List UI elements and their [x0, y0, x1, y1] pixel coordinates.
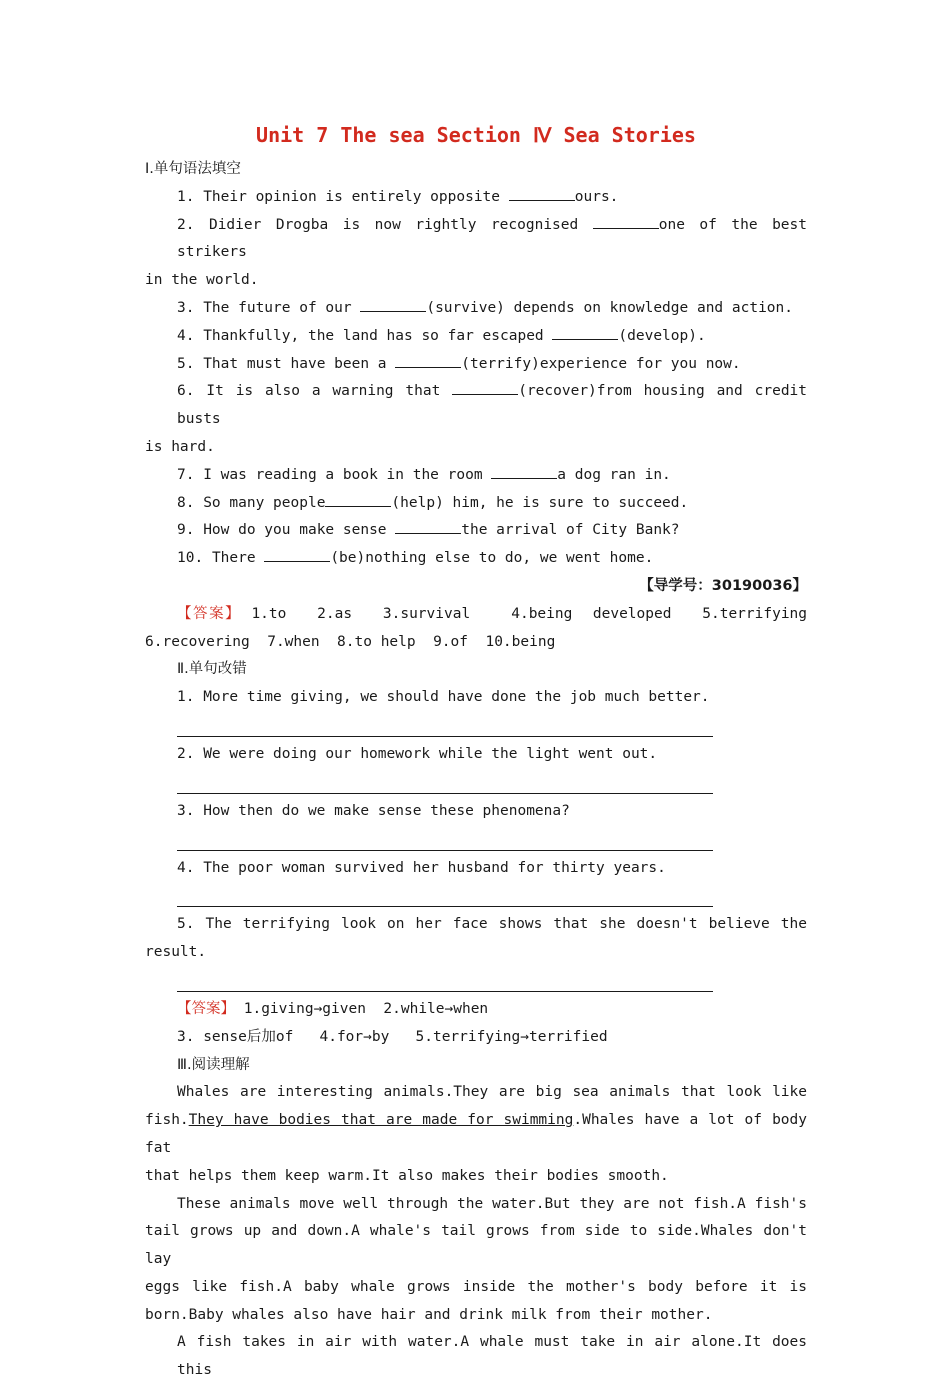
answer-text: 1.to 2.as 3.survival 4.being developed 5.terrifying [251, 605, 808, 622]
reading-line: Whales are interesting animals.They are big sea animals that look like [177, 1084, 807, 1101]
reading-line: A fish takes in air with water.A whale must take in air alone.It does this [177, 1334, 816, 1379]
item-number: 4. [177, 327, 195, 344]
correction-item-5: 5. The terrifying look on her face shows that she doesn't believe the [177, 916, 807, 933]
item-number: 8. [177, 494, 195, 511]
underlined-sentence: They have bodies that are made for swimming [188, 1112, 574, 1129]
fill-in-item [145, 212, 816, 268]
answer-blank[interactable] [264, 547, 330, 562]
item-text: Their opinion is entirely opposite [203, 188, 509, 205]
fill-in-item [145, 295, 807, 323]
reading-line [145, 1107, 816, 1163]
answer-text: 1.giving→given 2.while→when [243, 1000, 489, 1017]
answer-text-cont: 6.recovering 7.when 8.to help 9.of 10.being [145, 633, 556, 650]
item-text: (develop). [618, 327, 706, 344]
item-number: 3. [177, 299, 195, 316]
correction-item-5-cont: result. [145, 944, 207, 961]
answer-blank[interactable] [593, 214, 659, 229]
fill-in-item [145, 184, 807, 212]
answer-block-2 [145, 996, 807, 1024]
document-page [145, 120, 816, 1385]
item-text: the arrival of City Bank? [461, 522, 680, 539]
item-text: How do you make sense [203, 522, 396, 539]
answer-blank[interactable] [491, 464, 557, 479]
reading-line: eggs like fish.A baby whale grows inside the mother's body before it is [145, 1278, 807, 1295]
answer-blank[interactable] [509, 186, 575, 201]
correction-item: 2. We were doing our homework while the light went out. [177, 745, 658, 762]
fill-in-item [145, 545, 807, 573]
answer-blank-line[interactable] [177, 826, 713, 851]
correction-item: 4. The poor woman survived her husband for thirty years. [177, 859, 666, 876]
answer-blank-line[interactable] [177, 967, 713, 992]
answer-blank[interactable] [395, 353, 461, 368]
answer-blank[interactable] [452, 380, 518, 395]
item-text: (survive) depends on knowledge and action. [426, 299, 793, 316]
correction-item: 1. More time giving, we should have done the job much better. [177, 689, 710, 706]
item-number: 7. [177, 466, 195, 483]
fill-in-item-cont: in the world. [145, 272, 259, 289]
section-heading-3: Ⅲ.阅读理解 [177, 1056, 250, 1073]
reading-text: .Whales have a lot of body fat [145, 1112, 816, 1156]
item-text: (terrify)experience for you now. [461, 355, 741, 372]
answer-blank[interactable] [395, 519, 461, 534]
item-text: That must have been a [203, 355, 396, 372]
fill-in-item-cont: is hard. [145, 438, 215, 455]
fill-in-item [145, 378, 816, 434]
section-heading-2: Ⅱ.单句改错 [177, 661, 247, 678]
item-text: I was reading a book in the room [203, 466, 492, 483]
reading-line: tail grows up and down.A whale's tail grows from side to side.Whales don't lay [145, 1223, 816, 1268]
item-number: 1. [177, 188, 195, 205]
fill-in-item [145, 517, 807, 545]
item-text: one of the best strikers [177, 216, 816, 261]
item-text: (help) him, he is sure to succeed. [391, 494, 689, 511]
answer-label: 【答案】 [177, 1000, 235, 1017]
answer-blank[interactable] [325, 492, 391, 507]
item-text: It is also a warning that [206, 383, 453, 400]
item-text: Thankfully, the land has so far escaped [203, 327, 553, 344]
correction-item: 3. How then do we make sense these phenomena? [177, 802, 570, 819]
fill-in-item [145, 351, 807, 379]
item-text: a dog ran in. [557, 466, 671, 483]
answer-blank-line[interactable] [177, 882, 713, 907]
answer-text-cont: 3. sense后加of 4.for→by 5.terrifying→terrified [177, 1028, 608, 1045]
answer-blank[interactable] [360, 297, 426, 312]
answer-blank-line[interactable] [177, 769, 713, 794]
item-text: (recover)from housing and credit busts [177, 383, 816, 428]
fill-in-item [145, 490, 807, 518]
item-text: The future of our [203, 299, 361, 316]
answer-label: 【答案】 [177, 605, 242, 622]
item-text: Didier Drogba is now rightly recognised [208, 216, 593, 233]
item-number: 2. [177, 216, 195, 233]
item-number: 10. [177, 550, 204, 567]
item-text: ours. [574, 188, 619, 205]
section-heading-1: Ⅰ.单句语法填空 [145, 161, 241, 177]
item-text: There [211, 550, 265, 567]
reading-text: fish. [145, 1112, 189, 1129]
reference-number: 【导学号：30190036】 [639, 577, 807, 594]
item-number: 5. [177, 355, 195, 372]
answer-block-1 [145, 601, 807, 629]
item-text: (be)nothing else to do, we went home. [330, 550, 654, 567]
answer-blank[interactable] [552, 325, 618, 340]
answer-blank-line[interactable] [177, 712, 713, 737]
correction-list [145, 684, 807, 907]
reading-line: that helps them keep warm.It also makes their bodies smooth. [145, 1167, 669, 1184]
item-text: So many people [203, 494, 326, 511]
fill-in-list [145, 184, 816, 573]
reading-line: born.Baby whales also have hair and drink milk from their mother. [145, 1306, 713, 1323]
fill-in-item [145, 462, 807, 490]
reading-line: These animals move well through the water.But they are not fish.A fish's [177, 1195, 807, 1212]
item-number: 6. [177, 383, 195, 400]
item-number: 9. [177, 522, 195, 539]
page-title: Unit 7 The sea Section Ⅳ Sea Stories [256, 123, 696, 147]
fill-in-item [145, 323, 807, 351]
